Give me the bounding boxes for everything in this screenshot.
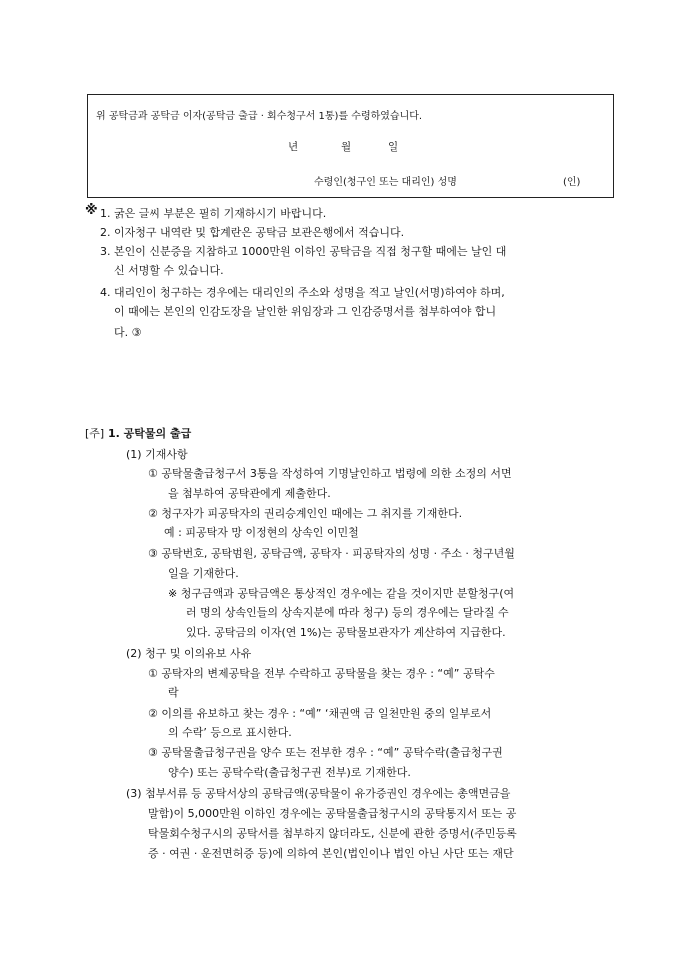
section-line: 의 수락’ 등으로 표시한다. [168,726,292,739]
section-line: ① 공탁자의 변제공탁을 전부 수락하고 공탁물을 찾는 경우 : “예” 공탁수 [148,667,495,680]
date-year: 년 [288,141,299,153]
section-line: ② 이의를 유보하고 찾는 경우 : “예” ‘채권액 금 일천만원 중의 일부로서 [148,707,492,720]
notes-mark: ※ [85,203,98,218]
note-line: 신 서명할 수 있습니다. [114,264,224,277]
section-line: 탁물회수청구시의 공탁서를 첨부하지 않더라도, 신분에 관한 증명서(주민등록 [148,827,517,840]
section-line: ③ 공탁물출급청구권을 양수 또는 전부한 경우 : “예” 공탁수락(출급청구권 [148,746,503,759]
section-line: 일을 기재한다. [168,567,239,580]
section-line: 양수) 또는 공탁수락(출급청구권 전부)로 기재한다. [168,766,411,779]
section-line: 을 첨부하여 공탁관에게 제출한다. [168,487,331,500]
section-line: 예 : 피공탁자 망 이정현의 상속인 이민철 [164,526,359,539]
section-line: ② 청구자가 피공탁자의 권리승계인인 때에는 그 취지를 기재한다. [148,507,463,520]
section-line: 러 명의 상속인들의 상속지분에 따라 청구) 등의 경우에는 달라질 수 [186,606,509,619]
seal-label: (인) [563,177,581,188]
section-line: ※ 청구금액과 공탁금액은 통상적인 경우에는 같을 것이지만 분할청구(여 [168,587,515,600]
note-line: 2. 이자청구 내역란 및 합계란은 공탁금 보관은행에서 적습니다. [100,226,405,239]
section-line: 말함)이 5,000만원 이하인 경우에는 공탁물출급청구시의 공탁통지서 또는 공 [148,807,517,820]
note-line: 이 때에는 본인의 인감도장을 날인한 위임장과 그 인감증명서를 첨부하여야 합니 [114,305,497,318]
date-day: 일 [388,141,399,153]
section-line: ③ 공탁번호, 공탁범원, 공탁금액, 공탁자 · 피공탁자의 성명 · 주소 · 청구년월 [148,547,515,560]
section-line: 락 [168,686,179,699]
note-line: 3. 본인이 신분증을 지참하고 1000만원 이하인 공탁금을 직접 청구할 때에는 날인 대 [100,245,507,258]
section-line: (2) 청구 및 이의유보 사유 [126,647,252,660]
signer-label: 수령인(청구인 또는 대리인) 성명 [314,177,457,188]
section-title: 1. 공탁물의 출급 [108,427,192,440]
date-month: 월 [341,141,352,153]
receipt-statement: 위 공탁금과 공탁금 이자(공탁금 출급 · 회수청구서 1통)를 수령하였습니다. [96,111,423,122]
section-bracket: [주] [85,427,105,440]
note-line: 다. ③ [114,326,142,339]
section-line: 증 · 여권 · 운전면허증 등)에 의하여 본인(법인이나 법인 아닌 사단 또는 재단 [148,847,514,860]
receipt-box [87,94,614,198]
section-line: 있다. 공탁금의 이자(연 1%)는 공탁물보관자가 계산하여 지급한다. [186,626,506,639]
section-line: (3) 첨부서류 등 공탁서상의 공탁금액(공탁물이 유가증권인 경우에는 총액면금을 [126,787,511,800]
section-line: ① 공탁물출급청구서 3통을 작성하여 기명날인하고 법령에 의한 소정의 서면 [148,467,512,480]
note-line: 1. 굵은 글씨 부분은 필히 기재하시기 바랍니다. [100,207,327,220]
section-line: (1) 기재사항 [126,448,188,461]
note-line: 4. 대리인이 청구하는 경우에는 대리인의 주소와 성명을 적고 날인(서명)하여야 하며, [100,286,505,299]
